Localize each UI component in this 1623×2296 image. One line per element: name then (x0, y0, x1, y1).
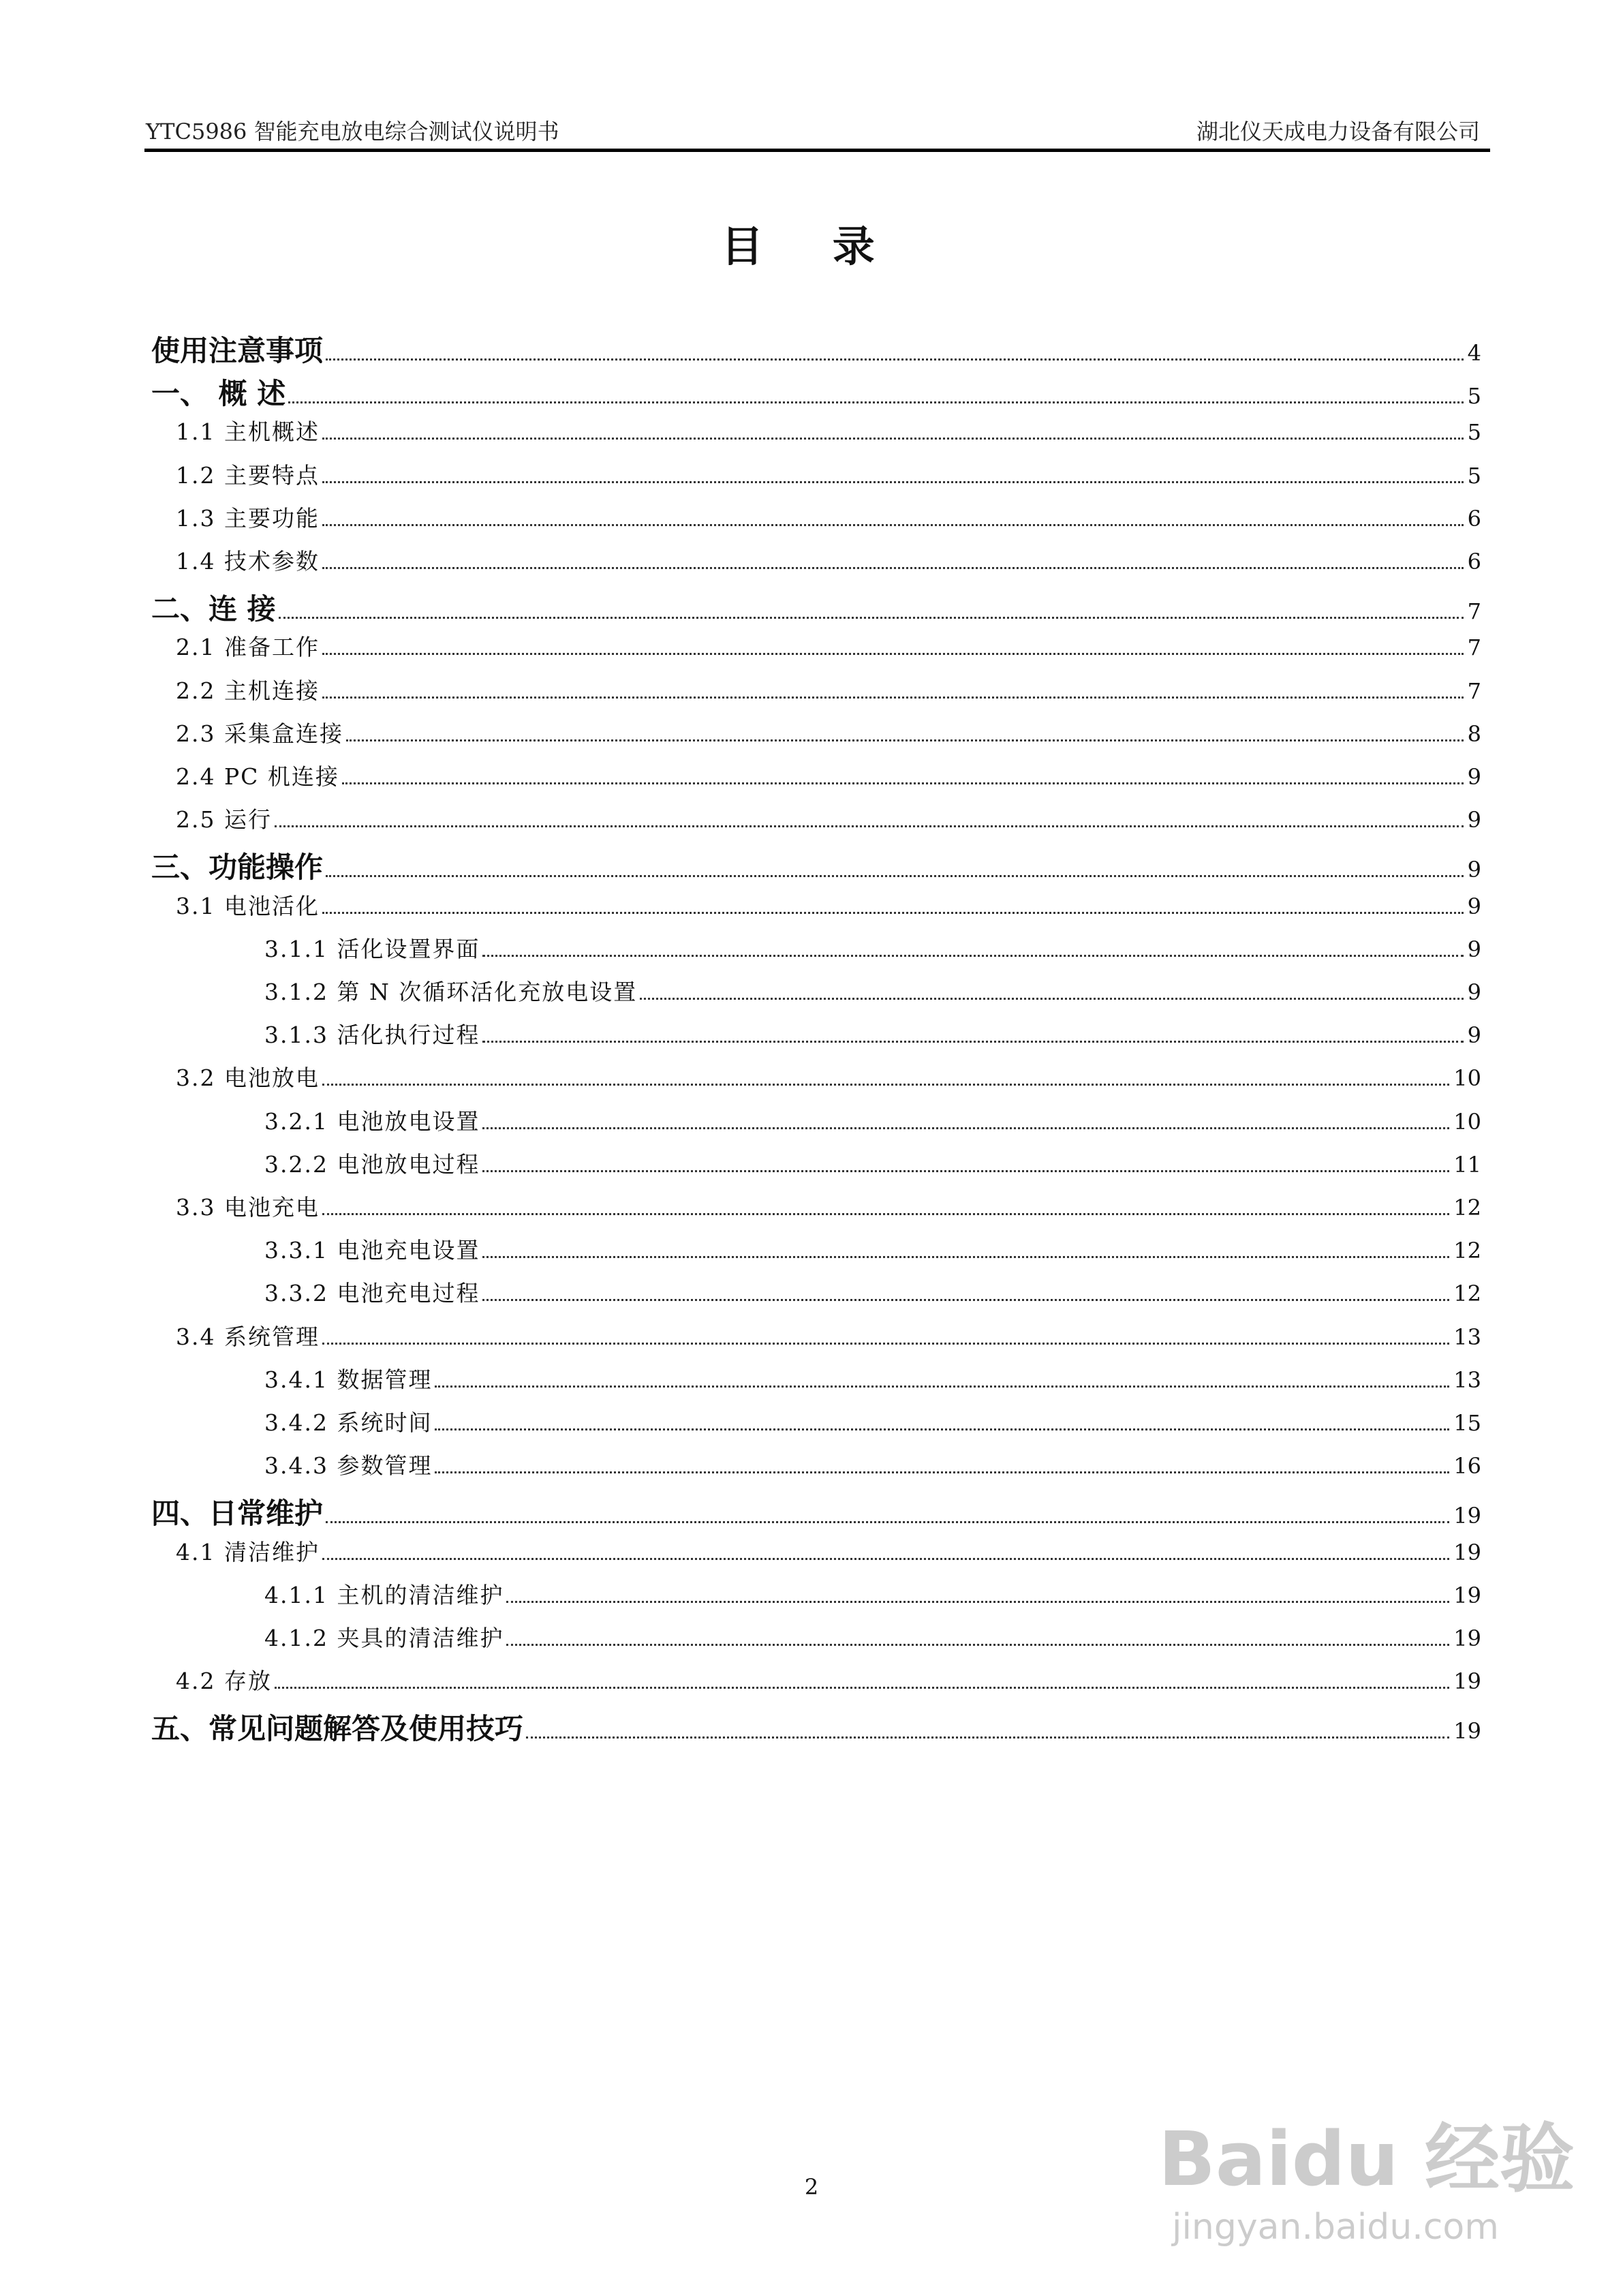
toc-entry-page: 16 (1453, 1453, 1481, 1480)
toc-entry-label: 3.1.1 活化设置界面 (264, 935, 480, 962)
toc-entry-page: 5 (1467, 462, 1481, 489)
toc-entry-page: 6 (1467, 549, 1481, 575)
toc-leader-dots (322, 1084, 1449, 1086)
toc-entry-label: 2.2 主机连接 (176, 677, 320, 704)
toc-entry[interactable] (176, 458, 1481, 499)
toc-entry-page: 19 (1453, 1539, 1481, 1565)
toc-entry-page: 19 (1453, 1625, 1481, 1651)
toc-leader-dots (275, 825, 1464, 827)
toc-entry-page: 7 (1467, 598, 1481, 625)
toc-entry-label: 3.1.3 活化执行过程 (264, 1022, 480, 1049)
toc-entry-label: 3.2.2 电池放电过程 (264, 1150, 480, 1178)
baidu-watermark (1158, 2099, 1575, 2248)
toc-entry[interactable] (176, 673, 1481, 714)
toc-entry-page: 10 (1453, 1108, 1481, 1135)
toc-entry[interactable] (176, 1319, 1481, 1360)
toc-entry[interactable] (176, 759, 1481, 800)
toc-entry[interactable] (151, 1491, 1481, 1532)
toc-leader-dots (482, 1127, 1449, 1129)
toc-leader-dots (322, 697, 1464, 699)
toc-leader-dots (322, 653, 1464, 655)
toc-leader-dots (322, 438, 1464, 440)
toc-entry-page: 9 (1467, 936, 1481, 962)
toc-entry-label: 3.3.2 电池充电过程 (264, 1280, 480, 1307)
toc-leader-dots (482, 955, 1463, 957)
toc-entry-label: 2.1 准备工作 (176, 634, 320, 661)
toc-entry-page: 9 (1467, 857, 1481, 883)
toc-leader-dots (288, 401, 1463, 403)
toc-entry-label: 1.2 主要特点 (176, 461, 320, 489)
toc-entry-page: 9 (1467, 1022, 1481, 1049)
toc-leader-dots (506, 1644, 1449, 1646)
toc-entry-label: 3.2 电池放电 (176, 1065, 320, 1092)
toc-entry-page: 13 (1453, 1366, 1481, 1393)
header-rule (144, 149, 1490, 152)
toc-entry[interactable] (264, 1448, 1481, 1489)
toc-entry-label: 2.4 PC 机连接 (176, 763, 339, 790)
toc-entry[interactable] (151, 1706, 1481, 1747)
toc-entry-page: 12 (1453, 1238, 1481, 1264)
watermark-logo: Baidu 经验 (1158, 2115, 1575, 2203)
toc-entry-page: 19 (1453, 1503, 1481, 1529)
toc-entry-label: 4.1.1 主机的清洁维护 (264, 1581, 504, 1608)
toc-entry[interactable] (176, 1664, 1481, 1704)
toc-entry-page: 11 (1453, 1151, 1481, 1178)
toc-entry[interactable] (151, 328, 1481, 369)
toc-entry-label: 3.1.2 第 N 次循环活化充放电设置 (264, 979, 638, 1005)
toc-entry-label: 三、功能操作 (151, 851, 324, 885)
toc-leader-dots (326, 1521, 1449, 1523)
toc-entry[interactable] (264, 975, 1481, 1015)
toc-entry-page: 5 (1467, 383, 1481, 410)
toc-entry[interactable] (264, 1362, 1481, 1403)
toc-entry-label: 1.3 主要功能 (176, 504, 320, 532)
page-number: 2 (804, 2174, 819, 2200)
toc-entry-label: 4.2 存放 (176, 1668, 272, 1695)
toc-entry-label: 2.3 采集盒连接 (176, 720, 343, 747)
toc-entry[interactable] (264, 1405, 1481, 1446)
toc-entry-label: 使用注意事项 (151, 334, 324, 367)
toc-leader-dots (435, 1471, 1449, 1473)
toc-entry[interactable] (176, 889, 1481, 930)
toc-entry[interactable] (176, 1535, 1481, 1576)
toc-entry-page: 9 (1467, 807, 1481, 833)
watermark-url: jingyan.baidu.com (1172, 2207, 1499, 2248)
toc-leader-dots (322, 1558, 1449, 1560)
toc-entry-page: 19 (1453, 1668, 1481, 1695)
toc-leader-dots (435, 1386, 1449, 1388)
toc-entry-page: 19 (1453, 1582, 1481, 1608)
toc-entry-page: 9 (1467, 893, 1481, 919)
toc-leader-dots (346, 739, 1464, 741)
toc-entry[interactable] (176, 1060, 1481, 1101)
toc-leader-dots (326, 358, 1464, 361)
toc-entry-label: 4.1 清洁维护 (176, 1538, 320, 1565)
toc-entry-label: 3.4.2 系统时间 (264, 1409, 433, 1436)
toc-entry-label: 2.5 运行 (176, 806, 272, 833)
toc-entry-label: 3.1 电池活化 (176, 892, 320, 919)
toc-entry-label: 五、常见问题解答及使用技巧 (151, 1712, 524, 1746)
toc-entry[interactable] (176, 544, 1481, 585)
toc-entry-page: 7 (1467, 677, 1481, 704)
toc-leader-dots (322, 524, 1464, 526)
toc-entry-label: 二、连 接 (151, 592, 276, 626)
toc-entry[interactable] (264, 1147, 1481, 1188)
toc-entry-page: 19 (1453, 1718, 1481, 1745)
toc-entry-page: 12 (1453, 1281, 1481, 1307)
toc-entry-label: 3.2.1 电池放电设置 (264, 1107, 480, 1135)
toc-leader-dots (322, 1343, 1449, 1345)
toc-entry[interactable] (151, 587, 1481, 628)
toc-entry-page: 15 (1453, 1410, 1481, 1436)
toc-entry[interactable] (264, 1233, 1481, 1274)
toc-leader-dots (322, 481, 1464, 483)
toc-entry[interactable] (151, 371, 1481, 412)
page-title: 目 录 (721, 221, 902, 271)
toc-entry-label: 4.1.2 夹具的清洁维护 (264, 1625, 504, 1651)
toc-entry-label: 3.3 电池充电 (176, 1194, 320, 1221)
toc-entry-label: 3.4.1 数据管理 (264, 1366, 433, 1393)
toc-leader-dots (326, 875, 1464, 877)
toc-entry-label: 1.4 技术参数 (176, 548, 320, 575)
header-company: 湖北仪天成电力设备有限公司 (1196, 119, 1480, 144)
toc-entry-page: 9 (1467, 979, 1481, 1005)
toc-leader-dots (482, 1041, 1463, 1043)
toc-entry-page: 10 (1453, 1065, 1481, 1092)
toc-entry-label: 四、日常维护 (151, 1497, 324, 1531)
toc-entry-page: 12 (1453, 1195, 1481, 1221)
toc-entry-page: 6 (1467, 505, 1481, 532)
toc-entry-label: 3.3.1 电池充电设置 (264, 1237, 480, 1264)
toc-entry[interactable] (264, 1017, 1481, 1058)
toc-leader-dots (506, 1601, 1449, 1603)
toc-entry[interactable] (176, 802, 1481, 843)
toc-entry[interactable] (264, 1621, 1481, 1662)
toc-entry-page: 13 (1453, 1323, 1481, 1350)
toc-leader-dots (342, 782, 1464, 784)
toc-leader-dots (526, 1736, 1449, 1739)
toc-entry-page: 4 (1467, 340, 1481, 366)
toc-leader-dots (322, 1213, 1449, 1215)
toc-entry[interactable] (264, 1578, 1481, 1619)
toc-entry-page: 8 (1467, 720, 1481, 747)
toc-entry[interactable] (176, 414, 1481, 455)
toc-leader-dots (275, 1687, 1449, 1689)
toc-entry-label: 3.4 系统管理 (176, 1323, 320, 1350)
toc-entry[interactable] (176, 501, 1481, 542)
toc-leader-dots (322, 567, 1464, 569)
toc-leader-dots (482, 1299, 1449, 1301)
toc-entry[interactable] (176, 630, 1481, 671)
toc-entry-label: 一、 概 述 (151, 377, 286, 411)
toc-leader-dots (322, 912, 1464, 914)
toc-leader-dots (482, 1170, 1449, 1172)
toc-leader-dots (279, 617, 1464, 619)
toc-entry[interactable] (151, 845, 1481, 886)
toc-entry-page: 9 (1467, 764, 1481, 790)
toc-entry[interactable] (176, 716, 1481, 757)
header-doc-title: YTC5986 智能充电放电综合测试仪说明书 (146, 119, 559, 144)
toc-entry-page: 7 (1467, 634, 1481, 661)
toc-leader-dots (482, 1256, 1449, 1258)
toc-entry-page: 5 (1467, 419, 1481, 446)
toc-entry[interactable] (264, 1104, 1481, 1145)
toc-entry[interactable] (264, 1276, 1481, 1317)
toc-leader-dots (435, 1428, 1449, 1430)
toc-entry[interactable] (176, 1190, 1481, 1231)
toc-entry-label: 3.4.3 参数管理 (264, 1452, 433, 1480)
toc-entry-label: 1.1 主机概述 (176, 418, 320, 446)
toc-leader-dots (640, 998, 1463, 1000)
toc-entry[interactable] (264, 932, 1481, 973)
